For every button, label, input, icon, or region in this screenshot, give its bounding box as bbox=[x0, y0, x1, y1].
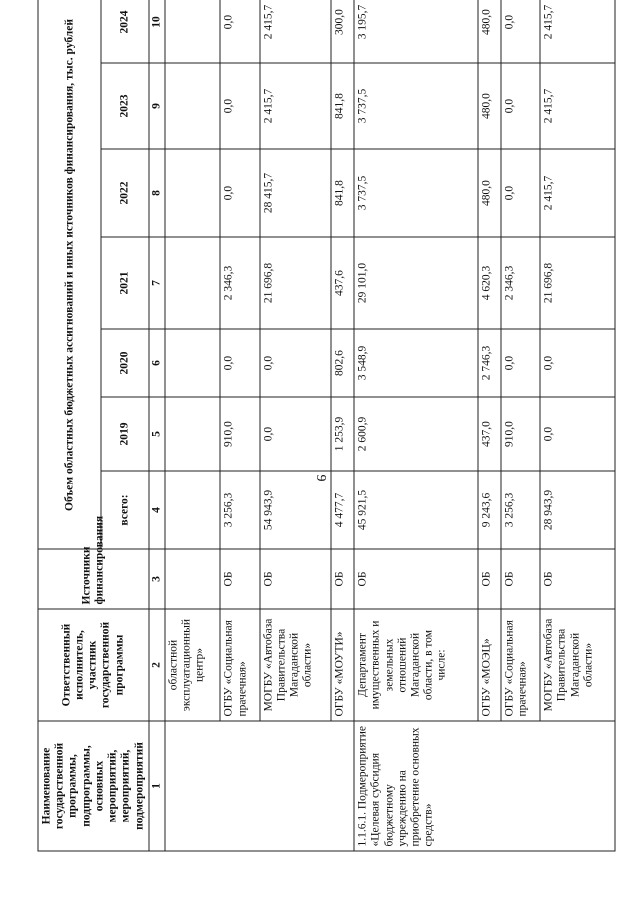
row-value bbox=[165, 149, 221, 237]
header-year: 2019 bbox=[101, 397, 148, 471]
column-index: 2 bbox=[149, 609, 165, 721]
header-funding-group: Объем областных бюджетных ассигнований и иных источников финансирования, тыс. рублей bbox=[38, 0, 101, 549]
column-index: 1 bbox=[149, 721, 165, 851]
row-value bbox=[165, 63, 221, 149]
row-source: ОБ bbox=[354, 549, 478, 609]
header-total: всего: bbox=[101, 471, 148, 549]
column-index: 5 bbox=[149, 397, 165, 471]
row-value: 2 415,7 bbox=[540, 149, 615, 237]
financing-table-sheet bbox=[38, 0, 603, 852]
row-value: 2 415,7 bbox=[260, 63, 332, 149]
header-year: 2024 bbox=[101, 0, 148, 63]
row-value: 480,0 bbox=[478, 149, 501, 237]
row-executor: ОГБУ «Социальная прачечная» bbox=[220, 609, 259, 721]
table-row bbox=[165, 0, 221, 851]
row-value: 2 746,3 bbox=[478, 329, 501, 397]
row-value: 4 620,3 bbox=[478, 237, 501, 329]
row-value: 841,8 bbox=[331, 149, 354, 237]
row-value: 3 195,7 bbox=[354, 0, 478, 63]
row-value: 3 548,9 bbox=[354, 329, 478, 397]
row-value: 0,0 bbox=[501, 0, 540, 63]
header-source: Источники финансирования bbox=[38, 549, 149, 609]
row-name bbox=[165, 721, 354, 851]
row-value: 54 943,9 bbox=[260, 471, 332, 549]
row-value: 29 101,0 bbox=[354, 237, 478, 329]
row-value: 2 346,3 bbox=[501, 237, 540, 329]
row-name: 1.1.6.1. Подмероприятие «Целевая субсидия бюджетному учреждению на приобретение основных средств» bbox=[354, 721, 615, 851]
column-index: 7 bbox=[149, 237, 165, 329]
row-value: 2 415,7 bbox=[260, 0, 332, 63]
row-value: 9 243,6 bbox=[478, 471, 501, 549]
row-value: 21 696,8 bbox=[260, 237, 332, 329]
row-value bbox=[165, 329, 221, 397]
row-value: 0,0 bbox=[260, 329, 332, 397]
column-index: 10 bbox=[149, 0, 165, 63]
row-value: 802,6 bbox=[331, 329, 354, 397]
row-value: 0,0 bbox=[260, 397, 332, 471]
row-value: 28 943,9 bbox=[540, 471, 615, 549]
row-value: 0,0 bbox=[540, 329, 615, 397]
row-value: 28 415,7 bbox=[260, 149, 332, 237]
row-source: ОБ bbox=[220, 549, 259, 609]
row-executor: областной эксплуатационный центр» bbox=[165, 609, 221, 721]
header-executor: Ответственный исполнитель, участник государственной программы bbox=[38, 609, 149, 721]
row-value: 4 477,7 bbox=[331, 471, 354, 549]
row-value bbox=[165, 237, 221, 329]
row-executor: ОГБУ «МОУТИ» bbox=[331, 609, 354, 721]
row-value: 0,0 bbox=[220, 63, 259, 149]
row-value: 3 256,3 bbox=[220, 471, 259, 549]
row-value: 0,0 bbox=[501, 149, 540, 237]
column-index: 6 bbox=[149, 329, 165, 397]
row-value: 3 256,3 bbox=[501, 471, 540, 549]
table-row bbox=[354, 0, 478, 851]
row-source: ОБ bbox=[501, 549, 540, 609]
header-year: 2020 bbox=[101, 329, 148, 397]
row-value bbox=[165, 0, 221, 63]
row-value: 910,0 bbox=[220, 397, 259, 471]
column-index: 4 bbox=[149, 471, 165, 549]
header-year: 2022 bbox=[101, 149, 148, 237]
header-year: 2023 bbox=[101, 63, 148, 149]
row-source: ОБ bbox=[540, 549, 615, 609]
row-value: 2 600,9 bbox=[354, 397, 478, 471]
row-value: 3 737,5 bbox=[354, 149, 478, 237]
row-value: 0,0 bbox=[501, 63, 540, 149]
row-value: 3 737,5 bbox=[354, 63, 478, 149]
page-number: 9 bbox=[313, 474, 328, 482]
row-value: 0,0 bbox=[220, 329, 259, 397]
row-value: 45 921,5 bbox=[354, 471, 478, 549]
row-executor: МОГБУ «Автобаза Правительства Магаданской области» bbox=[260, 609, 332, 721]
row-value bbox=[165, 397, 221, 471]
row-value: 0,0 bbox=[501, 329, 540, 397]
row-value: 1 253,9 bbox=[331, 397, 354, 471]
row-value: 2 415,7 bbox=[540, 0, 615, 63]
row-executor: Департамент имущественных и земельных отношений Магаданской области, в том числе: bbox=[354, 609, 478, 721]
row-source bbox=[165, 549, 221, 609]
row-value: 0,0 bbox=[220, 149, 259, 237]
row-executor: МОГБУ «Автобаза Правительства Магаданской области» bbox=[540, 609, 615, 721]
row-value: 2 415,7 bbox=[540, 63, 615, 149]
row-value bbox=[165, 471, 221, 549]
financing-table bbox=[38, 0, 616, 852]
column-index: 9 bbox=[149, 63, 165, 149]
row-value: 0,0 bbox=[220, 0, 259, 63]
row-value: 21 696,8 bbox=[540, 237, 615, 329]
row-executor: ОГБУ «МОЭЦ» bbox=[478, 609, 501, 721]
row-value: 480,0 bbox=[478, 0, 501, 63]
row-executor: ОГБУ «Социальная прачечная» bbox=[501, 609, 540, 721]
column-index: 3 bbox=[149, 549, 165, 609]
row-value: 437,0 bbox=[478, 397, 501, 471]
row-value: 841,8 bbox=[331, 63, 354, 149]
row-source: ОБ bbox=[260, 549, 332, 609]
column-index: 8 bbox=[149, 149, 165, 237]
row-value: 300,0 bbox=[331, 0, 354, 63]
row-value: 480,0 bbox=[478, 63, 501, 149]
row-value: 910,0 bbox=[501, 397, 540, 471]
row-value: 0,0 bbox=[540, 397, 615, 471]
header-year: 2021 bbox=[101, 237, 148, 329]
row-value: 437,6 bbox=[331, 237, 354, 329]
row-value: 2 346,3 bbox=[220, 237, 259, 329]
header-name: Наименование государственной программы, подпрограммы, основных мероприятий, мероприятий, подмероприятий bbox=[38, 721, 149, 851]
row-source: ОБ bbox=[331, 549, 354, 609]
row-source: ОБ bbox=[478, 549, 501, 609]
